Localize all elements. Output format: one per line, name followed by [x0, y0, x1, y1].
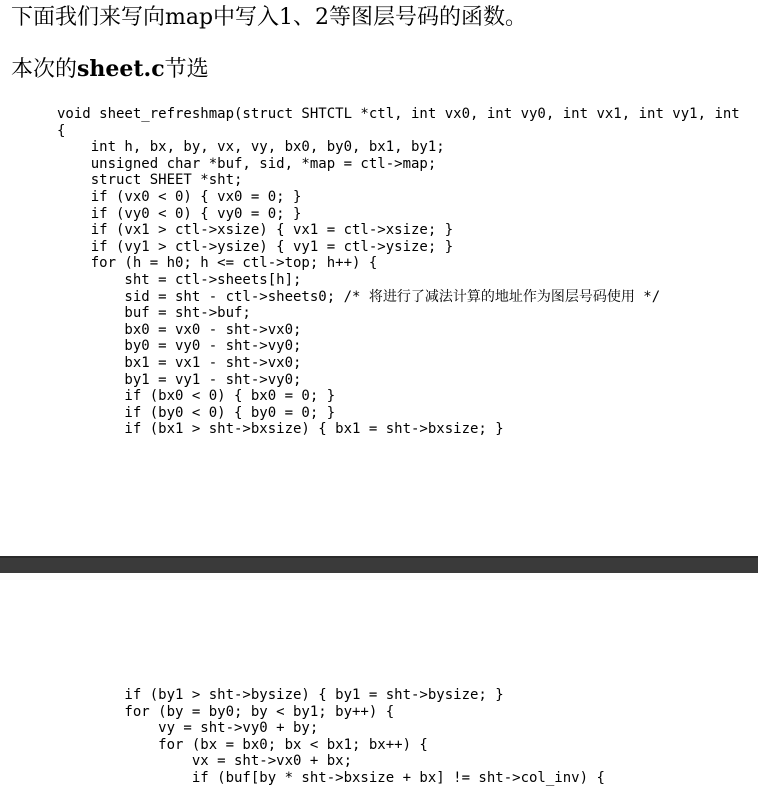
code-line: if (bx1 > sht->bxsize) { bx1 = sht->bxsize; } [57, 421, 504, 438]
code-line: vx = sht->vx0 + bx; [57, 753, 353, 770]
code-line: sht = ctl->sheets[h]; [57, 271, 302, 288]
code-listing-top [57, 106, 740, 438]
code-line: int h, bx, by, vx, vy, bx0, by0, bx1, by1; [57, 139, 445, 156]
code-line: void sheet_refreshmap(struct SHTCTL *ctl, int vx0, int vy0, int vx1, int vy1, int [57, 106, 740, 122]
section-heading [11, 54, 209, 85]
code-line: unsigned char *buf, sid, *map = ctl->map; [57, 155, 437, 172]
code-line: vy = sht->vy0 + by; [57, 720, 319, 737]
code-line: buf = sht->buf; [57, 305, 251, 322]
code-line: { [57, 122, 66, 139]
code-line: if (bx0 < 0) { bx0 = 0; } [57, 388, 336, 405]
section-heading-suffix: 节选 [164, 57, 209, 82]
code-listing-bottom [57, 687, 605, 787]
code-line: if (vx0 < 0) { vx0 = 0; } [57, 188, 302, 205]
code-line: bx1 = vx1 - sht->vx0; [57, 354, 302, 371]
code-line: for (h = h0; h <= ctl->top; h++) { [57, 255, 378, 272]
intro-heading: 下面我们来写向map中写入1、2等图层号码的函数。 [11, 5, 528, 30]
code-line: if (vy1 > ctl->ysize) { vy1 = ctl->ysize; } [57, 238, 454, 255]
page-separator [0, 556, 758, 573]
code-line: struct SHEET *sht; [57, 172, 243, 189]
code-line: if (buf[by * sht->bxsize + bx] != sht->col_inv) { [57, 769, 605, 786]
code-line: if (vy0 < 0) { vy0 = 0; } [57, 205, 302, 222]
code-line: for (by = by0; by < by1; by++) { [57, 703, 395, 720]
code-line: if (by0 < 0) { by0 = 0; } [57, 404, 336, 421]
code-line: sid = sht - ctl->sheets0; /* 将进行了减法计算的地址作为图层号码使用 */ [57, 288, 661, 305]
section-heading-prefix: 本次的 [11, 57, 78, 82]
code-line: by0 = vy0 - sht->vy0; [57, 338, 302, 355]
code-line: bx0 = vx0 - sht->vx0; [57, 321, 302, 338]
section-heading-filename: sheet.c [77, 56, 165, 82]
code-line: if (vx1 > ctl->xsize) { vx1 = ctl->xsize; } [57, 222, 454, 239]
code-line: for (bx = bx0; bx < bx1; bx++) { [57, 736, 428, 753]
code-line: if (by1 > sht->bysize) { by1 = sht->bysize; } [57, 687, 504, 703]
code-line: by1 = vy1 - sht->vy0; [57, 371, 302, 388]
page-separator-shade [0, 556, 758, 558]
document-page-bottom [0, 573, 758, 786]
